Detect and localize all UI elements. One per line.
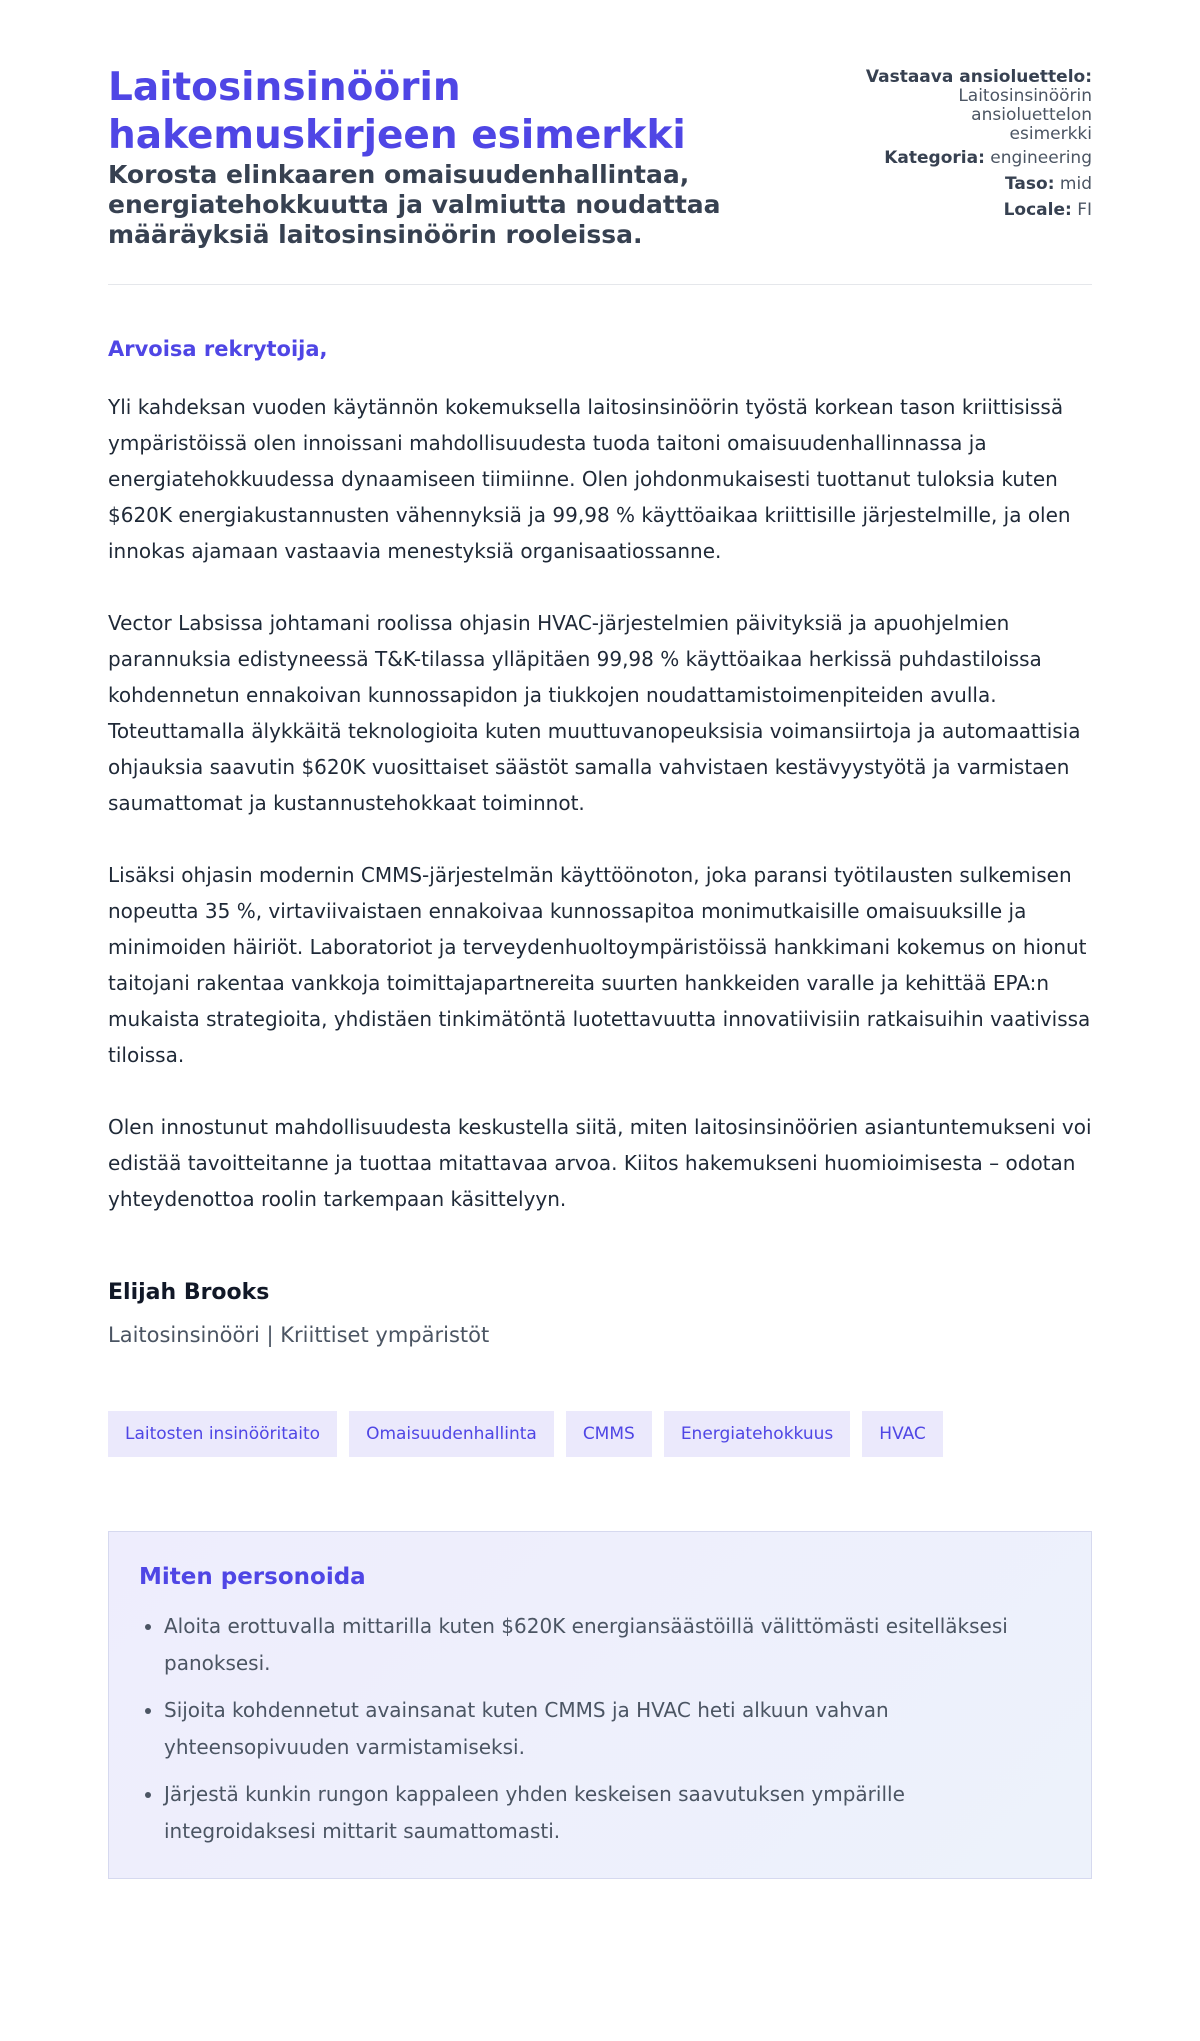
page-header bbox=[108, 64, 1092, 285]
meta-resume-label: Vastaava ansioluettelo: bbox=[865, 67, 1092, 87]
meta-category-value: engineering bbox=[990, 148, 1092, 168]
tag-chip[interactable]: HVAC bbox=[862, 1411, 943, 1457]
meta-locale-value: FI bbox=[1077, 200, 1092, 220]
personalization-tips-box bbox=[108, 1531, 1092, 1879]
meta-resume bbox=[792, 68, 1092, 144]
tag-list bbox=[108, 1411, 1092, 1457]
meta-panel bbox=[792, 68, 1092, 227]
tip-item: • Sijoita kohdennetut avainsanat kuten CMMS ja HVAC heti alkuun vahvan yhteensopivuuden varmistamiseksi. bbox=[164, 1692, 1061, 1766]
tag-chip[interactable]: Laitosten insinööritaito bbox=[108, 1411, 337, 1457]
tag-chip[interactable]: Energiatehokkuus bbox=[664, 1411, 850, 1457]
signature bbox=[108, 1279, 1092, 1349]
signature-name: Elijah Brooks bbox=[108, 1280, 270, 1305]
tip-item: • Aloita erottuvalla mittarilla kuten $620K energiansäästöillä välittömästi esitelläksesi panoksesi. bbox=[164, 1608, 1061, 1682]
meta-level bbox=[792, 175, 1092, 194]
meta-level-label: Taso: bbox=[1005, 174, 1055, 194]
tip-item: • Järjestä kunkin rungon kappaleen yhden keskeisen saavutuksen ympärille integroidaksesi mittarit saumattomasti. bbox=[164, 1776, 1061, 1850]
letter-paragraph: Yli kahdeksan vuoden käytännön kokemuksella laitosinsinöörin työstä korkean tason kriittisissä ympäristöissä olen innoissani mahdollisuudesta tuoda taitoni omaisuudenhallinnassa ja energiatehokkuudessa dynaamiseen tiimiinne. Olen johdonmukaisesti tuottanut tuloksia kuten $620K energiakustannusten vähennyksiä ja 99,98 % käyttöaikaa kriittisille järjestelmille, ja olen innokas ajamaan vastaavia menestyksiä organisaatiossanne. bbox=[108, 395, 1071, 563]
meta-locale bbox=[792, 201, 1092, 220]
meta-level-value: mid bbox=[1059, 174, 1092, 194]
tips-title: Miten personoida bbox=[139, 1564, 366, 1590]
title-block bbox=[108, 64, 758, 250]
salutation: Arvoisa rekrytoija, bbox=[108, 337, 328, 361]
meta-locale-label: Locale: bbox=[1003, 200, 1072, 220]
page-subtitle: Korosta elinkaaren omaisuudenhallintaa, energiatehokkuutta ja valmiutta noudattaa määräyksiä laitosinsinöörin rooleissa. bbox=[108, 160, 721, 249]
signature-role: Laitosinsinööri | Kriittiset ympäristöt bbox=[108, 1323, 490, 1347]
letter-paragraph: Olen innostunut mahdollisuudesta keskustella siitä, miten laitosinsinöörien asiantuntemukseni voi edistää tavoitteitanne ja tuottaa mitattavaa arvoa. Kiitos hakemukseni huomioimisesta – odotan yhteydenottoa roolin tarkempaan käsittelyyn. bbox=[108, 1115, 1092, 1211]
letter-paragraph: Vector Labsissa johtamani roolissa ohjasin HVAC-järjestelmien päivityksiä ja apuohjelmien parannuksia edistyneessä T&K-tilassa ylläpitäen 99,98 % käyttöaikaa herkissä puhdastiloissa kohdennetun ennakoivan kunnossapidon ja tiukkojen noudattamistoimenpiteiden avulla. Toteuttamalla älykkäitä teknologioita kuten muuttuvanopeuksisia voimansiirtoja ja automaattisia ohjauksia saavutin $620K vuosittaiset säästöt samalla vahvistaen kestävyystyötä ja varmistaen saumattomat ja kustannustehokkaat toiminnot. bbox=[108, 611, 1081, 815]
meta-resume-link[interactable]: Laitosinsinöörin ansioluettelon esimerkki bbox=[958, 86, 1092, 144]
tag-chip[interactable]: Omaisuudenhallinta bbox=[349, 1411, 554, 1457]
tips-list bbox=[139, 1608, 1061, 1850]
page-title: Laitosinsinöörin hakemuskirjeen esimerkki bbox=[108, 65, 686, 158]
letter-body bbox=[108, 335, 1092, 1217]
tag-chip[interactable]: CMMS bbox=[566, 1411, 652, 1457]
letter-paragraph: Lisäksi ohjasin modernin CMMS-järjestelmän käyttöönoton, joka paransi työtilausten sulkemisen nopeutta 35 %, virtaviivaistaen ennakoivaa kunnossapitoa monimutkaisille omaisuuksille ja minimoiden häiriöt. Laboratoriot ja terveydenhuoltoympäristöissä hankkimani kokemus on hionut taitojani rakentaa vankkoja toimittajapartnereita suurten hankkeiden varalle ja kehittää EPA:n mukaista strategioita, yhdistäen tinkimätöntä luotettavuutta innovatiivisiin ratkaisuihin vaativissa tiloissa. bbox=[108, 863, 1091, 1067]
meta-category bbox=[792, 149, 1092, 168]
meta-category-label: Kategoria: bbox=[884, 148, 985, 168]
